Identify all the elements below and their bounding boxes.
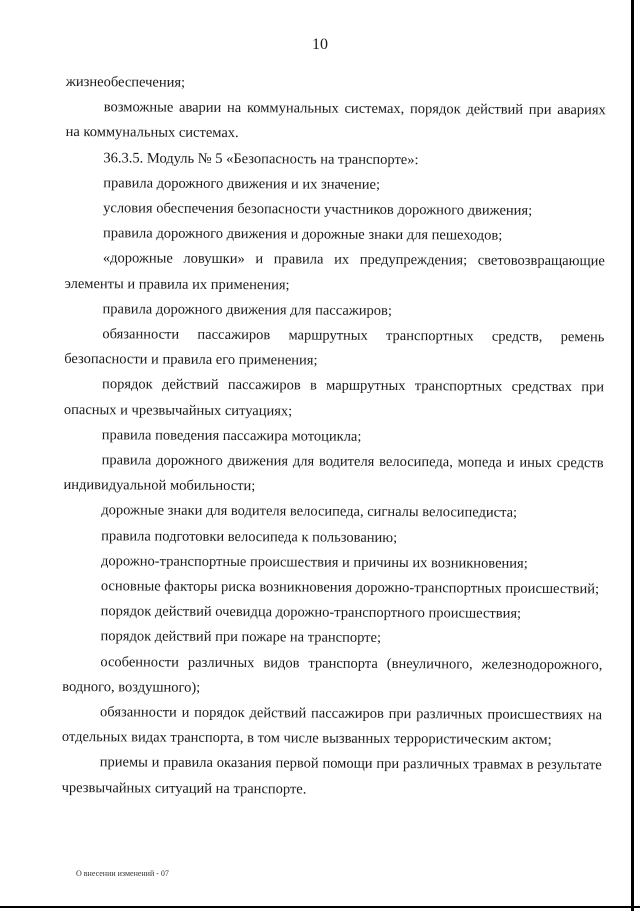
paragraph: приемы и правила оказания первой помощи при различных травмах в результате чрезвычайных ситуаций на транспорте. [61,754,602,798]
page-number: 10 [312,36,328,53]
paragraph: условия обеспечения безопасности участников дорожного движения; [103,200,533,219]
paragraph: правила подготовки велосипеда к пользованию; [101,527,398,546]
paragraph: правила поведения пассажира мотоцикла; [101,427,362,445]
scan-edge-bottom [0,906,640,908]
paragraph: возможные аварии на коммунальных системах, порядок действий при авариях на коммунальных системах. [65,99,606,142]
paragraph: правила дорожного движения для пассажиров; [102,301,392,319]
paragraph: обязанности и порядок действий пассажиров при различных происшествиях на отдельных видах транспорта, в том числе вызванных террористическим актом; [61,704,603,749]
paragraph: «дорожные ловушки» и правила их предупреждения; световозвращающие элементы и правила их применения; [64,250,605,293]
paragraph: дорожные знаки для водителя велосипеда, сигналы велосипедиста; [101,502,518,522]
scan-edge-right [631,0,634,911]
paragraph: жизнеобеспечения; [65,73,186,91]
paragraph: правила дорожного движения и их значение; [103,175,381,193]
document-body [62,70,606,804]
paragraph: порядок действий очевидца дорожно-транспортного происшествия; [100,603,522,623]
paragraph: правила дорожного движения и дорожные знаки для пешеходов; [102,225,503,244]
footer-note: О внесении изменений - 07 [76,869,169,878]
paragraph: обязанности пассажиров маршрутных транспортных средств, ремень безопасности и правила его применения; [64,326,605,369]
paragraph: особенности различных видов транспорта (внеуличного, железнодорожного, водного, воздушного); [62,653,603,696]
paragraph: порядок действий пассажиров в маршрутных транспортных средствах при опасных и чрезвычайных ситуациях; [63,376,605,420]
paragraph: правила дорожного движения для водителя велосипеда, мопеда и иных средств индивидуальной мобильности; [63,452,604,495]
paragraph: основные факторы риска возникновения дорожно-транспортных происшествий; [100,578,600,598]
paragraph: дорожно-транспортные происшествия и причины их возникновения; [100,553,528,572]
paragraph: порядок действий при пожаре на транспорте; [100,628,382,647]
section-heading: 36.3.5. Модуль № 5 «Безопасность на транспорте»: [103,149,419,168]
